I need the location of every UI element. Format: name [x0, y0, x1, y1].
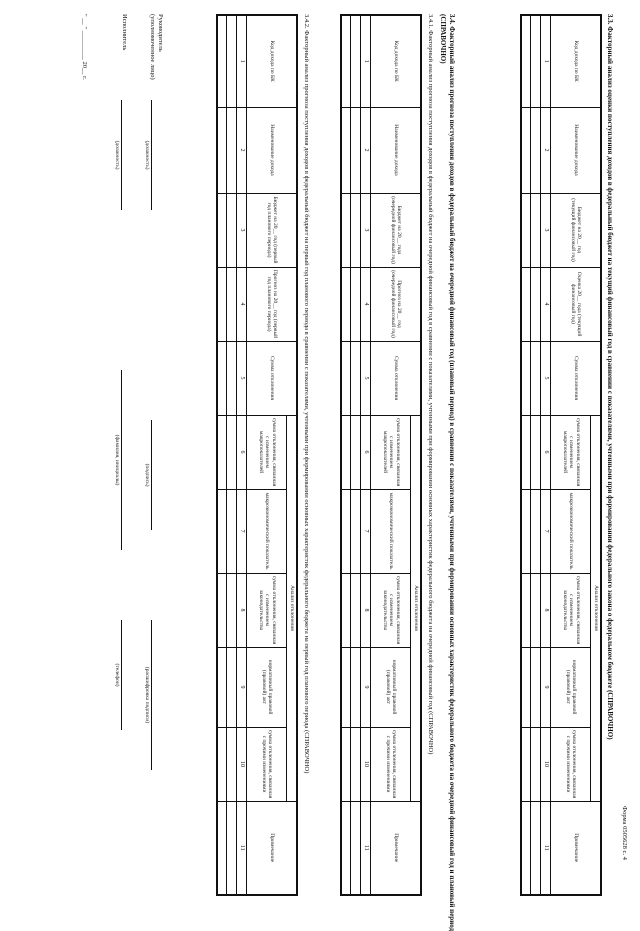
header-law-deviation: сумма отклонения, связанная с изменением законодательства — [371, 573, 411, 647]
header-analysis: Анализ отклонения — [591, 415, 601, 801]
col-number: 6 — [361, 415, 371, 489]
col-number: 11 — [361, 801, 371, 895]
header-estimate: Оценка 20__ года (текущий финансовый год) — [551, 267, 601, 341]
col-number: 3 — [541, 193, 551, 267]
header-budget: Бюджет на 20__ года (очередной финансовый год) — [371, 193, 421, 267]
col-number: 7 — [361, 489, 371, 573]
position-caption: (должность) — [144, 140, 150, 170]
col-number: 10 — [237, 727, 247, 801]
header-law-deviation: сумма отклонения, связанная с изменением законодательства — [247, 573, 287, 647]
header-name: Наименование дохода — [247, 107, 297, 193]
head-label: Руководитель — [157, 14, 164, 52]
col-number: 3 — [361, 193, 371, 267]
col-number: 7 — [237, 489, 247, 573]
col-number: 9 — [361, 647, 371, 727]
col-number: 2 — [237, 107, 247, 193]
date-line[interactable]: " __ " _________ 20__ г. — [81, 14, 88, 80]
header-name: Наименование дохода — [371, 107, 421, 193]
phone-caption: (телефон) — [114, 663, 120, 687]
col-number: 3 — [237, 193, 247, 267]
col-number: 1 — [361, 15, 371, 107]
executor-label: Исполнитель — [121, 14, 128, 51]
header-law-deviation: сумма отклонения, связанная с изменением законодательства — [551, 573, 591, 647]
header-other-deviation: сумма отклонения, связанная с прочими изменениями — [371, 727, 411, 801]
col-number: 5 — [361, 341, 371, 415]
header-note: Примечание — [371, 801, 421, 895]
table-row — [227, 15, 237, 895]
head-decoding-line[interactable] — [151, 620, 152, 770]
header-estimate: Прогноз на 20__ год (первый год планового периода) — [247, 267, 297, 341]
col-number: 9 — [237, 647, 247, 727]
col-number: 5 — [541, 341, 551, 415]
header-legal-act: нормативный правовой (правовой) акт — [551, 647, 591, 727]
form-number: Форма 0505628 с. 4 — [621, 806, 628, 860]
header-legal-act: нормативный правовой (правовой) акт — [247, 647, 287, 727]
position-caption: (должность) — [114, 140, 120, 170]
col-number: 2 — [361, 107, 371, 193]
head-signature-line[interactable] — [151, 420, 152, 530]
header-code: Код дохода по БК — [247, 15, 297, 107]
header-budget: Бюджет на 20__ год (текущий финансовый год) — [551, 193, 601, 267]
col-number: 1 — [541, 15, 551, 107]
table-3-4-1 — [341, 14, 423, 896]
col-number: 8 — [361, 573, 371, 647]
col-number: 8 — [541, 573, 551, 647]
col-number: 4 — [541, 267, 551, 341]
table-row — [531, 15, 541, 895]
col-number: 9 — [541, 647, 551, 727]
header-deviation: Сумма отклонения — [247, 341, 297, 415]
header-other-deviation: сумма отклонения, связанная с прочими изменениями — [551, 727, 591, 801]
header-other-deviation: сумма отклонения, связанная с прочими изменениями — [247, 727, 287, 801]
col-number: 2 — [541, 107, 551, 193]
section-3-3-caption: 3.3. Факторный анализ оценки поступления доходов в федеральный бюджет на текущий финансовый год в сравнении с показателями, учтенными при формировании федерального закона о федеральном бюджете (СПРАВОЧНО) — [606, 14, 614, 740]
header-code: Код дохода по БК — [551, 15, 601, 107]
header-analysis: Анализ отклонения — [287, 415, 297, 801]
col-number: 8 — [237, 573, 247, 647]
table-3-4-2 — [217, 14, 299, 896]
section-3-4-caption-note: (СПРАВОЧНО) — [439, 14, 447, 64]
header-macro-indicator: макроэкономический показатель — [371, 489, 411, 573]
header-legal-act: нормативный правовой (правовой) акт — [371, 647, 411, 727]
section-3-4-caption: 3.4. Факторный анализ прогноза поступления доходов в федеральный бюджет на очередной финансовый год (плановый период) в сравнении с показателями, учтенными при формировании основных характеристик федерального бюджета на очередной финансовый год и плановый период — [448, 14, 456, 931]
section-3-4-2-caption: 3.4.2. Факторный анализ прогноза поступления доходов в федеральный бюджет на первый год планового периода в сравнении с показателями, учтенными при формировании основных характеристик федерального бюджета на первый год планового периода (СПРАВОЧНО) — [303, 14, 310, 774]
name-caption: (фамилия, инициалы) — [114, 434, 120, 486]
col-number: 6 — [541, 415, 551, 489]
col-number: 11 — [541, 801, 551, 895]
decoding-caption: (расшифровка подписи) — [144, 666, 150, 724]
executor-phone-line[interactable] — [121, 620, 122, 730]
col-number: 1 — [237, 15, 247, 107]
table-row — [342, 15, 352, 895]
header-estimate: Прогноз на 20__ год (очередной финансовый год) — [371, 267, 421, 341]
col-number: 5 — [237, 341, 247, 415]
col-number: 10 — [541, 727, 551, 801]
col-number: 6 — [237, 415, 247, 489]
col-number: 10 — [361, 727, 371, 801]
table-row — [351, 15, 361, 895]
header-code: Код дохода по БК — [371, 15, 421, 107]
header-macro-deviation: сумма отклонения, связанная с изменением макропоказателей — [247, 415, 287, 489]
section-3-4-1-caption: 3.4.1. Факторный анализ прогноза поступления доходов в федеральный бюджет на очередной финансовый год в сравнении с показателями, учтенными при формировании основных характеристик федерального бюджета на очередной финансовый год (СПРАВОЧНО) — [427, 14, 434, 755]
header-deviation: Сумма отклонения — [551, 341, 601, 415]
header-macro-indicator: макроэкономический показатель — [247, 489, 287, 573]
col-number: 11 — [237, 801, 247, 895]
signature-caption: (подпись) — [144, 463, 150, 487]
head-position-line[interactable] — [151, 100, 152, 210]
header-budget: Бюджет на 20__ год (первый год планового периода) — [247, 193, 297, 267]
executor-name-line[interactable] — [121, 370, 122, 550]
header-macro-deviation: сумма отклонения, связанная с изменением макропоказателей — [371, 415, 411, 489]
executor-position-line[interactable] — [121, 100, 122, 210]
col-number: 4 — [361, 267, 371, 341]
header-macro-indicator: макроэкономический показатель — [551, 489, 591, 573]
header-note: Примечание — [551, 801, 601, 895]
header-note: Примечание — [247, 801, 297, 895]
header-deviation: Сумма отклонения — [371, 341, 421, 415]
header-name: Наименование дохода — [551, 107, 601, 193]
table-3-3 — [521, 14, 603, 896]
col-number: 4 — [237, 267, 247, 341]
table-row — [218, 15, 228, 895]
col-number: 7 — [541, 489, 551, 573]
header-analysis: Анализ отклонения — [411, 415, 421, 801]
head-label-note: (уполномоченное лицо) — [149, 14, 156, 80]
header-macro-deviation: сумма отклонения, связанная с изменением макропоказателей — [551, 415, 591, 489]
table-row — [522, 15, 532, 895]
